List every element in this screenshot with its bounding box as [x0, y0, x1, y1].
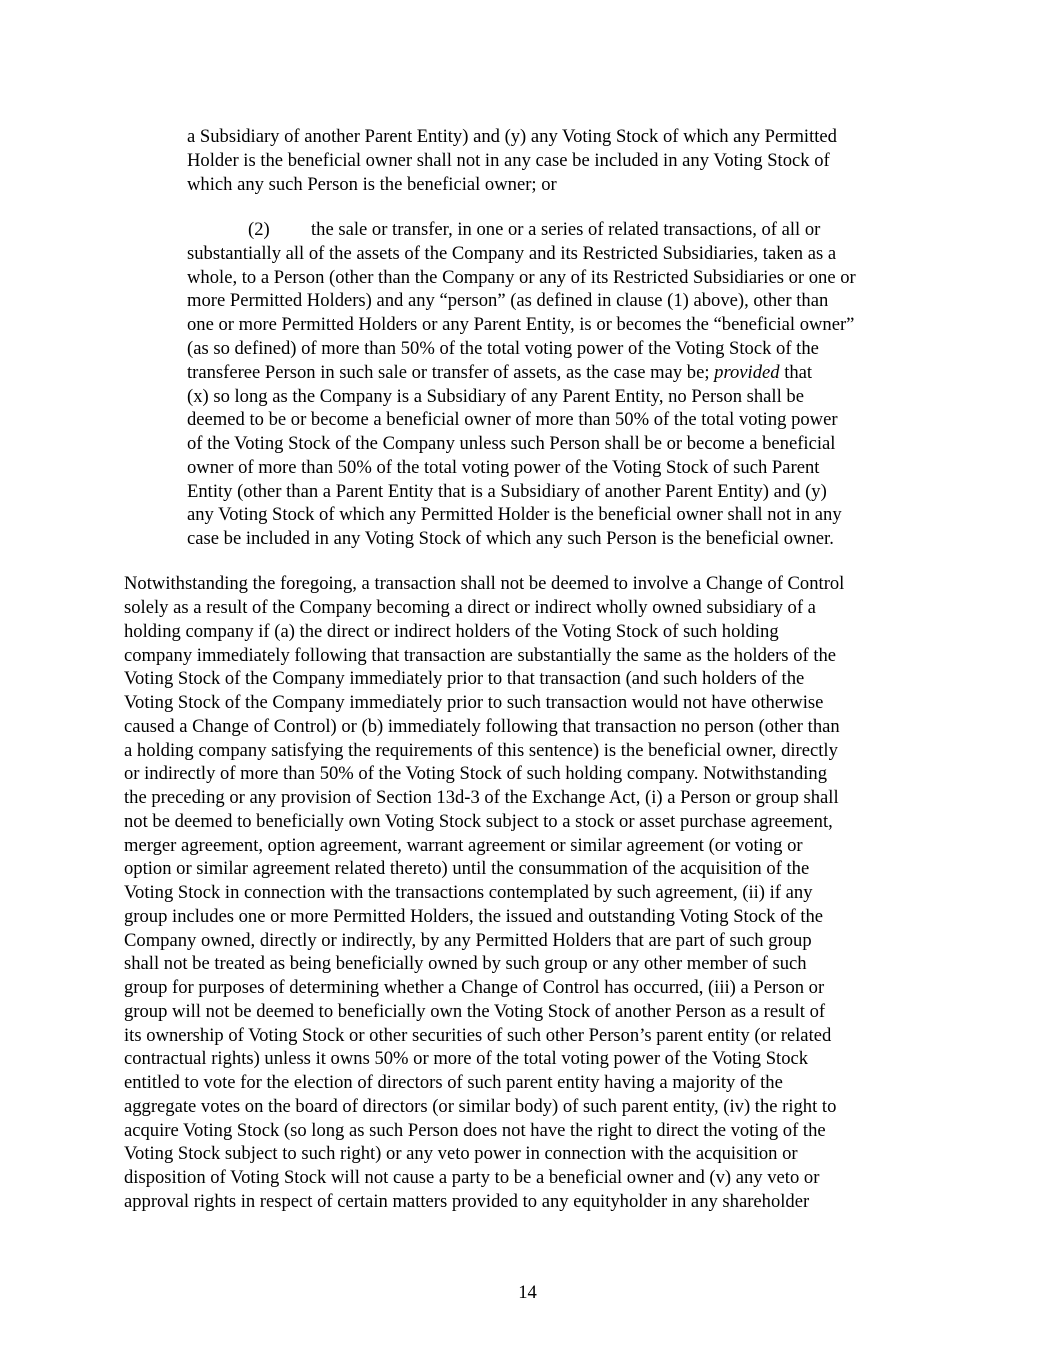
text-line: group includes one or more Permitted Holders, the issued and outstanding Voting Stock of the — [124, 906, 824, 927]
text-line: any Voting Stock of which any Permitted Holder is the beneficial owner shall not in any — [187, 504, 842, 525]
provided-italic: provided — [714, 362, 780, 383]
text-line: substantially all of the assets of the Company and its Restricted Subsidiaries, taken as a — [187, 243, 837, 264]
text-line: group will not be deemed to beneficially own the Voting Stock of another Person as a result of — [124, 1001, 826, 1022]
text-line: owner of more than 50% of the total voting power of the Voting Stock of such Parent — [187, 457, 820, 478]
text-line: (as so defined) of more than 50% of the total voting power of the Voting Stock of the — [187, 338, 819, 359]
text-line: holding company if (a) the direct or indirect holders of the Voting Stock of such holding — [124, 621, 779, 642]
text-line: the preceding or any provision of Section 13d-3 of the Exchange Act, (i) a Person or group shall — [124, 787, 839, 808]
text-line: Holder is the beneficial owner shall not in any case be included in any Voting Stock of — [187, 150, 830, 171]
text-line-provided — [187, 361, 812, 385]
text-line: Voting Stock of the Company immediately prior to that transaction (and such holders of the — [124, 668, 805, 689]
text-line: Voting Stock of the Company immediately prior to such transaction would not have otherwise — [124, 692, 824, 713]
text-line: Notwithstanding the foregoing, a transaction shall not be deemed to involve a Change of Control — [124, 573, 845, 594]
text-line: or indirectly of more than 50% of the Voting Stock of such holding company. Notwithstanding — [124, 763, 828, 784]
text-line: not be deemed to beneficially own Voting Stock subject to a stock or asset purchase agreement, — [124, 811, 833, 832]
text-line: whole, to a Person (other than the Company or any of its Restricted Subsidiaries or one or — [187, 267, 856, 288]
text-line: Voting Stock subject to such right) or any veto power in connection with the acquisition or — [124, 1143, 798, 1164]
text-line: caused a Change of Control) or (b) immediately following that transaction no person (other than — [124, 716, 840, 737]
text-line: option or similar agreement related thereto) until the consummation of the acquisition of the — [124, 858, 810, 879]
clause-number: (2) — [248, 219, 270, 240]
text-segment: transferee Person in such sale or transfer of assets, as the case may be; — [187, 362, 715, 383]
text-line: deemed to be or become a beneficial owner of more than 50% of the total voting power — [187, 409, 838, 430]
text-line: solely as a result of the Company becoming a direct or indirect wholly owned subsidiary of a — [124, 597, 816, 618]
text-line: more Permitted Holders) and any “person” (as defined in clause (1) above), other than — [187, 290, 829, 311]
text-line: approval rights in respect of certain matters provided to any equityholder in any shareholder — [124, 1191, 810, 1212]
text-line: the sale or transfer, in one or a series of related transactions, of all or — [311, 219, 821, 240]
text-segment: that — [779, 362, 813, 383]
text-line: a Subsidiary of another Parent Entity) and (y) any Voting Stock of which any Permitted — [187, 126, 837, 147]
text-line: its ownership of Voting Stock or other securities of such other Person’s parent entity (or related — [124, 1025, 832, 1046]
text-line: case be included in any Voting Stock of which any such Person is the beneficial owner. — [187, 528, 834, 549]
text-line: merger agreement, option agreement, warrant agreement or similar agreement (or voting or — [124, 835, 803, 856]
page-number: 14 — [518, 1282, 537, 1303]
text-line: entitled to vote for the election of directors of such parent entity having a majority of the — [124, 1072, 783, 1093]
text-line: contractual rights) unless it owns 50% or more of the total voting power of the Voting Stock — [124, 1048, 809, 1069]
text-line: aggregate votes on the board of directors (or similar body) of such parent entity, (iv) the right to — [124, 1096, 837, 1117]
text-line: company immediately following that transaction are substantially the same as the holders of the — [124, 645, 837, 666]
text-line: disposition of Voting Stock will not cause a party to be a beneficial owner and (v) any veto or — [124, 1167, 820, 1188]
text-line: shall not be treated as being beneficially owned by such group or any other member of such — [124, 953, 807, 974]
text-line: which any such Person is the beneficial owner; or — [187, 174, 557, 195]
text-line: a holding company satisfying the requirements of this sentence) is the beneficial owner, directly — [124, 740, 838, 761]
text-line: of the Voting Stock of the Company unless such Person shall be or become a beneficial — [187, 433, 836, 454]
text-line: one or more Permitted Holders or any Parent Entity, is or becomes the “beneficial owner” — [187, 314, 855, 335]
text-line: Company owned, directly or indirectly, by any Permitted Holders that are part of such group — [124, 930, 812, 951]
text-line: (x) so long as the Company is a Subsidiary of any Parent Entity, no Person shall be — [187, 386, 804, 407]
text-line: group for purposes of determining whether a Change of Control has occurred, (iii) a Person or — [124, 977, 825, 998]
text-line: Voting Stock in connection with the transactions contemplated by such agreement, (ii) if any — [124, 882, 813, 903]
text-line: acquire Voting Stock (so long as such Person does not have the right to direct the voting of the — [124, 1120, 826, 1141]
text-line: Entity (other than a Parent Entity that is a Subsidiary of another Parent Entity) and (y) — [187, 481, 827, 502]
